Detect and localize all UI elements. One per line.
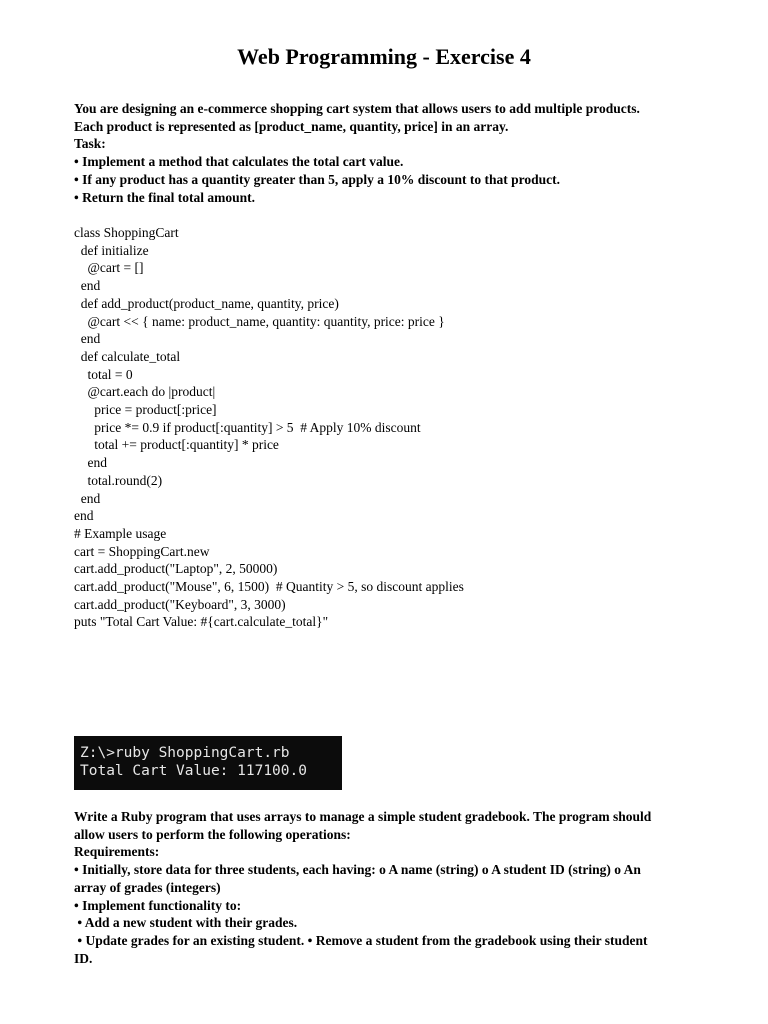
gradebook-line: • Initially, store data for three students, each having: o A name (string) o A student ID (string) o An — [74, 862, 641, 878]
code-line: @cart << { name: product_name, quantity: quantity, price: price } — [74, 313, 445, 329]
code-line: @cart = [] — [74, 260, 144, 276]
code-line: total = 0 — [74, 366, 133, 382]
task-line: • If any product has a quantity greater than 5, apply a 10% discount to that product. — [74, 171, 561, 187]
terminal-output-screenshot — [74, 736, 342, 790]
gradebook-line: allow users to perform the following operations: — [74, 826, 351, 842]
code-line: cart.add_product("Mouse", 6, 1500) # Quantity > 5, so discount applies — [74, 579, 464, 595]
code-line: cart.add_product("Laptop", 2, 50000) — [74, 561, 278, 577]
code-line: total += product[:quantity] * price — [74, 437, 279, 453]
code-line: end — [74, 455, 107, 471]
code-line: # Example usage — [74, 525, 167, 541]
gradebook-line: Requirements: — [74, 844, 160, 860]
code-line: price *= 0.9 if product[:quantity] > 5 # Apply 10% discount — [74, 419, 421, 435]
gradebook-line: ID. — [74, 950, 93, 966]
code-line: def add_product(product_name, quantity, price) — [74, 295, 339, 311]
task-line: • Return the final total amount. — [74, 189, 255, 205]
task-line: • Implement a method that calculates the total cart value. — [74, 154, 404, 170]
code-line: cart = ShoppingCart.new — [74, 543, 210, 559]
page-title: Web Programming - Exercise 4 — [237, 44, 531, 69]
task-line: Each product is represented as [product_name, quantity, price] in an array. — [74, 118, 509, 134]
terminal-command: Z:\>ruby ShoppingCart.rb — [80, 745, 290, 761]
gradebook-line: • Implement functionality to: — [74, 897, 242, 913]
gradebook-line: array of grades (integers) — [74, 879, 221, 895]
task-line: Task: — [74, 136, 106, 152]
code-listing — [74, 224, 694, 631]
code-line: total.round(2) — [74, 472, 163, 488]
terminal-result: Total Cart Value: 117100.0 — [80, 763, 307, 779]
gradebook-task — [74, 808, 694, 967]
code-line: @cart.each do |product| — [74, 384, 216, 400]
code-line: end — [74, 508, 94, 524]
code-line: price = product[:price] — [74, 402, 217, 418]
gradebook-line: • Add a new student with their grades. — [74, 915, 298, 931]
code-line: def initialize — [74, 242, 149, 258]
gradebook-line: Write a Ruby program that uses arrays to manage a simple student gradebook. The program should — [74, 809, 652, 824]
gradebook-line: • Update grades for an existing student. • Remove a student from the gradebook using their student — [74, 932, 648, 948]
code-line: end — [74, 331, 101, 347]
code-line: end — [74, 490, 101, 506]
code-line: cart.add_product("Keyboard", 3, 3000) — [74, 596, 286, 612]
task-line: You are designing an e-commerce shopping cart system that allows users to add multiple products. — [74, 101, 640, 116]
code-line: class ShoppingCart — [74, 225, 179, 240]
code-line: def calculate_total — [74, 348, 181, 364]
code-line: end — [74, 278, 101, 294]
code-line: puts "Total Cart Value: #{cart.calculate_total}" — [74, 614, 329, 630]
task-description — [74, 100, 694, 206]
